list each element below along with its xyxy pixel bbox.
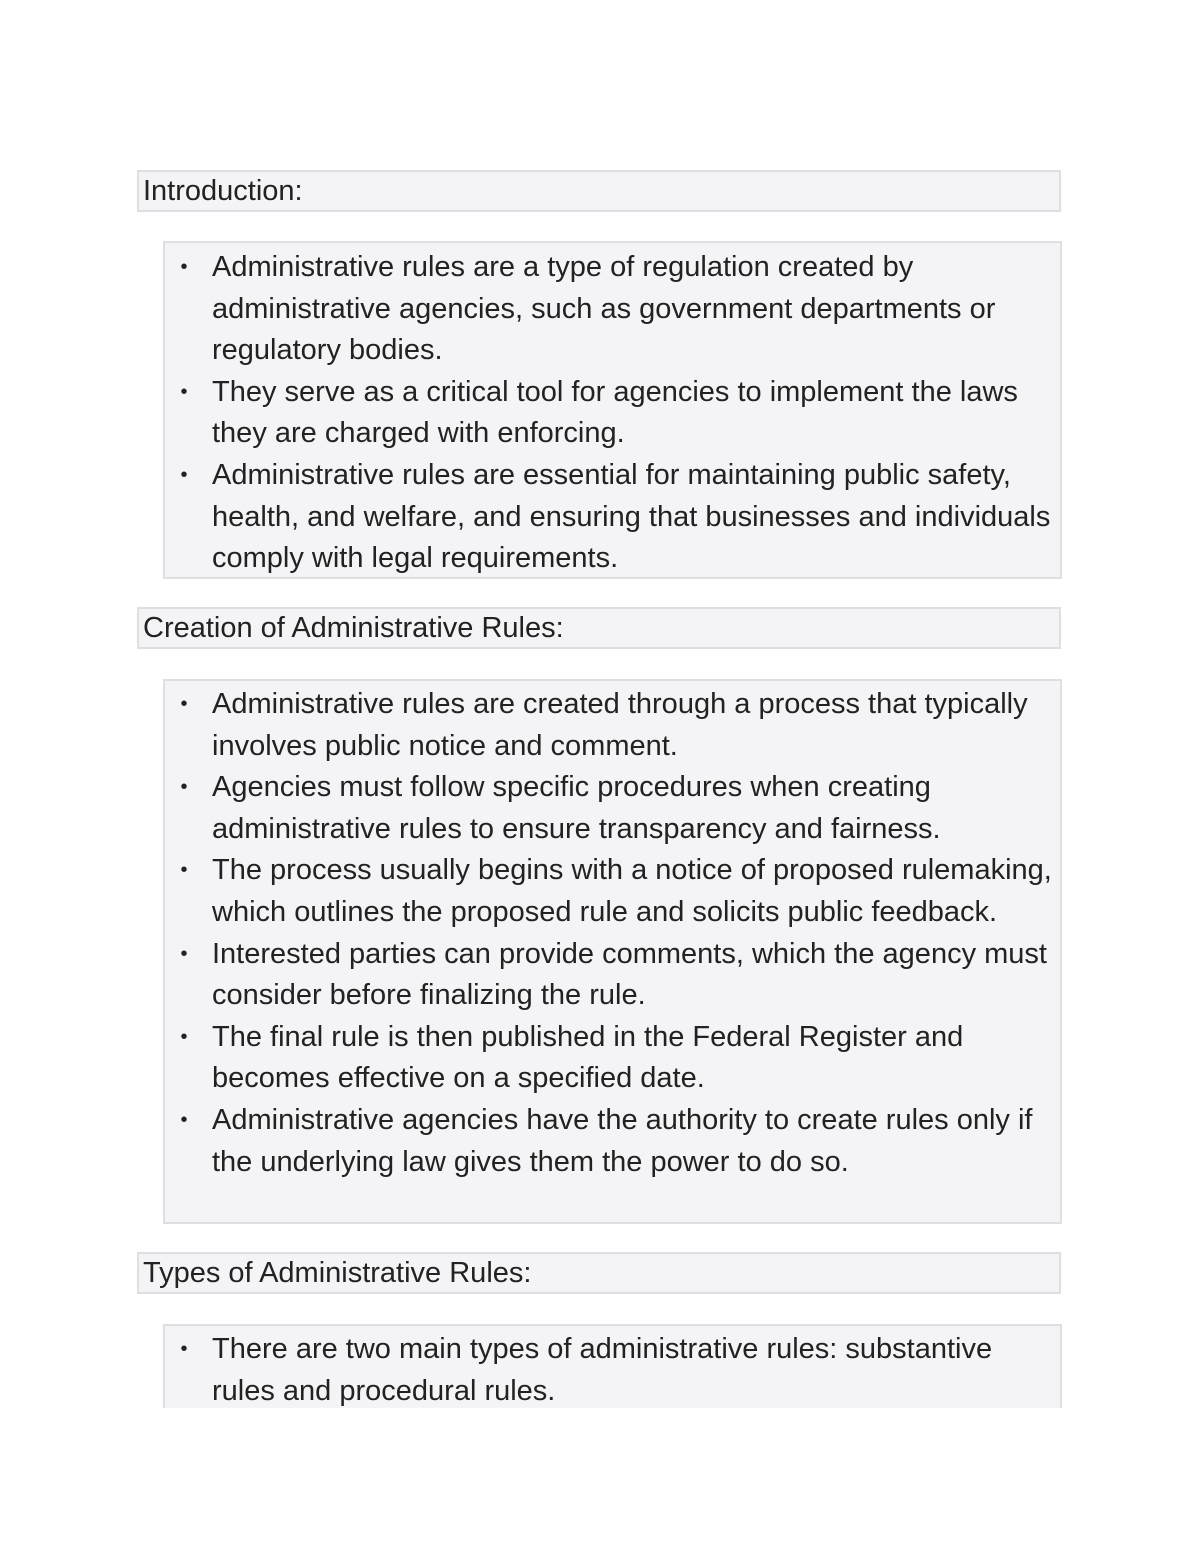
list-item-text: The process usually begins with a notice of proposed rulemaking, which outlines the proposed rule and solicits public feedback. bbox=[212, 854, 1052, 928]
list-item bbox=[165, 684, 1060, 767]
bullet-icon: • bbox=[180, 463, 188, 486]
list-item bbox=[165, 455, 1060, 579]
bullet-icon: • bbox=[180, 380, 188, 403]
list-item bbox=[165, 934, 1060, 1017]
list-item-text: Administrative agencies have the authority to create rules only if the underlying law gives them the power to do so. bbox=[212, 1103, 1033, 1178]
bullet-icon: • bbox=[180, 942, 188, 965]
bullet-icon: • bbox=[180, 1025, 188, 1048]
bullet-icon: • bbox=[180, 256, 188, 278]
list-item-text: The final rule is then published in the Federal Register and becomes effective on a specified date. bbox=[212, 1020, 964, 1095]
bullet-icon: • bbox=[180, 776, 188, 799]
list-item-text: Administrative rules are a type of regulation created by administrative agencies, such as government departments or regulatory bodies. bbox=[212, 251, 996, 367]
list-item-text: There are two main types of administrative rules: substantive rules and procedural rules. bbox=[212, 1333, 993, 1407]
section-list-introduction bbox=[163, 241, 1062, 579]
list-item bbox=[165, 1017, 1060, 1100]
list-item bbox=[165, 850, 1060, 933]
bullet-icon: • bbox=[180, 1338, 188, 1360]
list-item bbox=[165, 1329, 1060, 1408]
list-item-text: Administrative rules are created through a process that typically involves public notice and comment. bbox=[212, 688, 1028, 762]
bullet-icon: • bbox=[180, 693, 188, 715]
bullet-icon: • bbox=[180, 859, 188, 882]
section-list-creation bbox=[163, 679, 1062, 1224]
list-item bbox=[165, 767, 1060, 850]
section-heading-introduction: Introduction: bbox=[137, 170, 1061, 212]
list-item-text: They serve as a critical tool for agencies to implement the laws they are charged with enforcing. bbox=[212, 375, 1018, 450]
section-list-types bbox=[163, 1324, 1062, 1408]
bullet-icon: • bbox=[180, 1108, 188, 1131]
section-heading-types: Types of Administrative Rules: bbox=[137, 1252, 1061, 1294]
list-item bbox=[165, 1100, 1060, 1183]
list-item-text: Interested parties can provide comments, which the agency must consider before finalizing the rule. bbox=[212, 937, 1047, 1012]
list-item-text: Administrative rules are essential for maintaining public safety, health, and welfare, and ensuring that businesses and individuals comply with legal requirements. bbox=[212, 458, 1051, 575]
list-item bbox=[165, 247, 1060, 372]
list-item bbox=[165, 372, 1060, 455]
section-heading-creation: Creation of Administrative Rules: bbox=[137, 607, 1061, 649]
list-item-text: Agencies must follow specific procedures when creating administrative rules to ensure transparency and fairness. bbox=[212, 771, 941, 845]
